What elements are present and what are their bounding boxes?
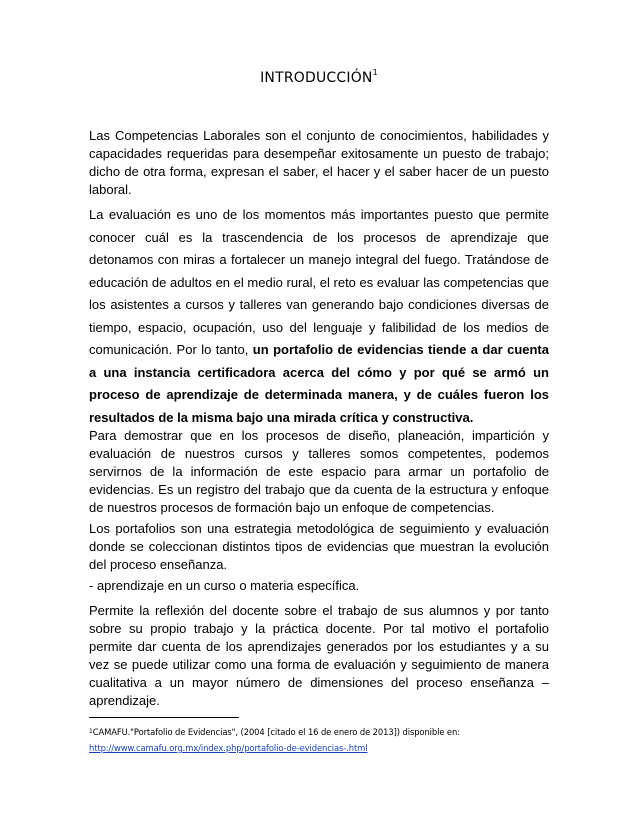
footnote [89, 724, 559, 756]
paragraph-reflexion: Permite la reflexión del docente sobre el trabajo de sus alumnos y por tanto sobre su propio trabajo y la práctica docente. Por tal motivo el portafolio permite dar cuenta de los aprendizajes generados por los estudiantes y a su vez se puede utilizar como una forma de evaluación y seguimiento de manera cualitativa a un mayor número de dimensiones del proceso enseñanza – aprendizaje. [89, 603, 549, 708]
paragraph-evaluacion [89, 204, 549, 429]
paragraph-competencias: Las Competencias Laborales son el conjunto de conocimientos, habilidades y capacidades requeridas para desempeñar exitosamente un puesto de trabajo; dicho de otra forma, expresan el saber, el hacer y el saber hacer de un puesto laboral. [89, 128, 549, 197]
footnote-number: 1 [89, 728, 93, 735]
title-text: INTRODUCCIÓN [260, 70, 373, 86]
footnote-link-line [89, 740, 559, 756]
paragraph-demostrar: Para demostrar que en los procesos de diseño, planeación, impartición y evaluación de nuestros cursos y talleres somos competentes, podemos servirnos de la información de este espacio para armar un portafolio de evidencias. Es un registro del trabajo que da cuenta de la estructura y enfoque de nuestros procesos de formación bajo un enfoque de competencias. [89, 428, 549, 515]
footnote-separator [89, 717, 239, 718]
paragraph-portafolios: Los portafolios son una estrategia metodológica de seguimiento y evaluación donde se coleccionan distintos tipos de evidencias que muestran la evolución del proceso enseñanza. [89, 521, 549, 572]
footnote-link[interactable]: http://www.camafu.org.mx/index.php/portafolio-de-evidencias-.html [89, 743, 368, 753]
paragraph-evaluacion-bold: un portafolio de evidencias tiende a dar cuenta a una instancia certificadora acerca del cómo y por qué se armó un proceso de aprendizaje de determinada manera, y de cuáles fueron los resultados de la misma bajo una mirada crítica y constructiva. [89, 342, 549, 425]
paragraph-evaluacion-text: La evaluación es uno de los momentos más importantes puesto que permite conocer cuál es la trascendencia de los procesos de aprendizaje que detonamos con miras a fortalecer un manejo integral del fuego. Tratándose de educación de adultos en el medio rural, el reto es evaluar las competencias que los asistentes a cursos y talleres van generando bajo condiciones diversas de tiempo, espacio, ocupación, uso del lenguaje y falibilidad de los medios de comunicación. Por lo tanto, [89, 207, 549, 357]
footnote-line [89, 724, 559, 740]
footnote-text: CAMAFU."Portafolio de Evidencias", (2004 [citado el 16 de enero de 2013]) disponible en: [92, 727, 460, 737]
paragraph-aprendizaje: - aprendizaje en un curso o materia específica. [89, 578, 360, 593]
title-footnote-ref[interactable]: 1 [372, 68, 378, 77]
page-title [0, 70, 638, 86]
